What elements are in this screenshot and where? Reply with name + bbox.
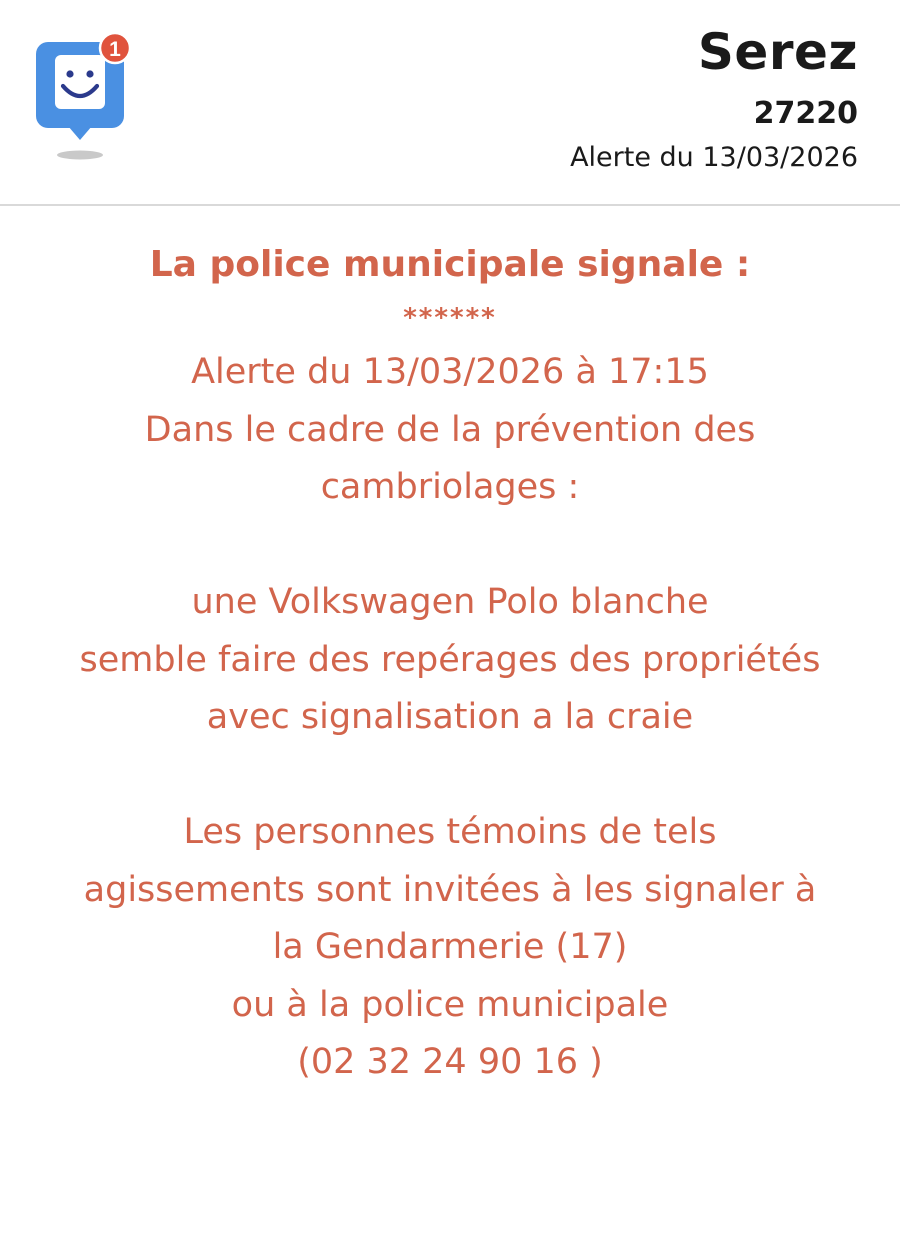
phone-number: (02 32 24 90 16 ) [297,1042,603,1082]
message-line: avec signalisation a la craie [206,697,694,737]
city-name: Serez [697,23,858,81]
message-line: agissements sont invitées à les signaler à [83,869,817,910]
smiley-chat-bubble-icon[interactable] [34,34,134,164]
alert-header [0,0,900,206]
location-block [570,22,858,176]
message-title: La police municipale signale : [149,244,751,285]
alert-date: Alerte du 13/03/2026 [570,142,858,173]
message-line: Dans le cadre de la prévention des [144,409,756,450]
alert-message [0,238,900,1092]
message-line: Alerte du 13/03/2026 à 17:15 [191,352,709,392]
postcode: 27220 [753,96,858,131]
notification-badge [100,34,130,63]
notification-count: 1 [109,38,121,61]
message-line: semble faire des repérages des propriétés [79,639,821,680]
message-line: Les personnes témoins de tels [183,812,717,852]
message-line: une Volkswagen Polo blanche [191,582,709,622]
paragraph-spacer [0,747,900,805]
message-line: cambriolages : [320,467,580,507]
message-line: la Gendarmerie (17) [272,927,628,967]
message-line: ou à la police municipale [231,984,669,1025]
paragraph-spacer [0,517,900,575]
message-separator: ****** [403,303,497,333]
